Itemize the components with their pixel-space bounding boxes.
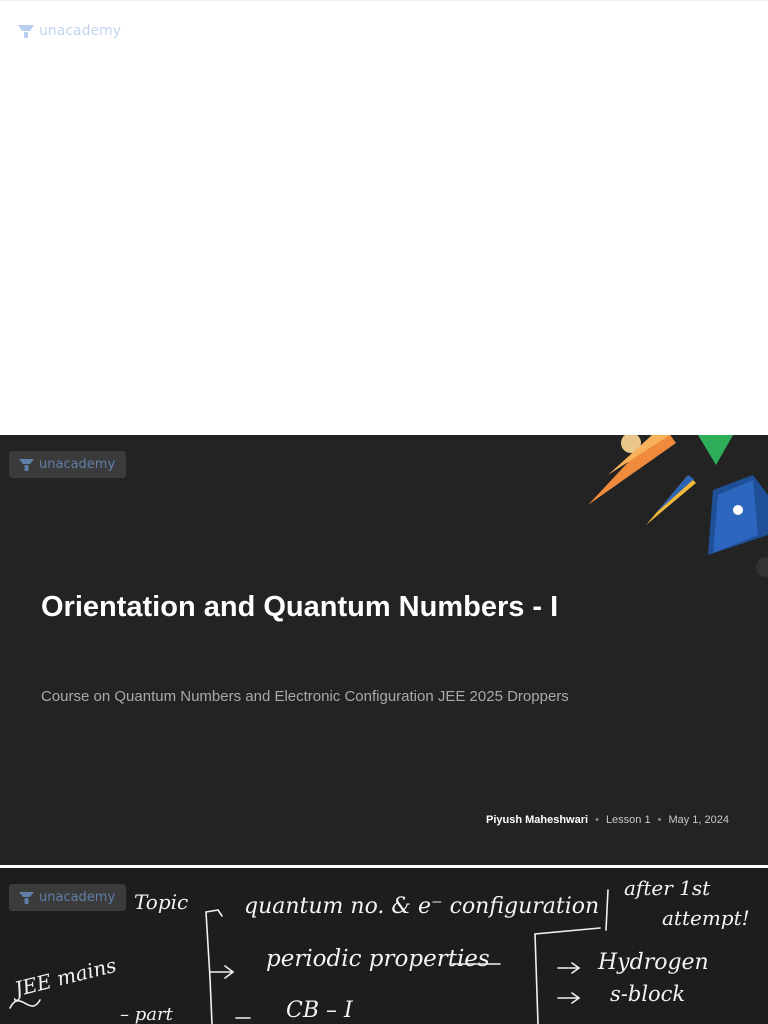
- meta-separator: •: [657, 814, 662, 826]
- slide-title: Orientation and Quantum Numbers - I: [41, 591, 559, 623]
- note-aside-bottom: attempt!: [662, 906, 750, 930]
- note-topic: Topic: [134, 890, 189, 914]
- unacademy-logo-icon: [17, 23, 35, 39]
- brand-badge: [9, 451, 126, 478]
- note-item-2: periodic properties: [266, 946, 490, 972]
- brand-name: unacademy: [39, 890, 116, 905]
- note-left-partial-1: JEE mains: [12, 952, 119, 1002]
- lesson-date: May 1, 2024: [668, 814, 729, 826]
- decorative-stationery-graphic: [568, 435, 768, 585]
- brand-name: unacademy: [39, 457, 116, 472]
- meta-separator: •: [595, 814, 599, 826]
- note-sub-item-2: s-block: [610, 982, 686, 1006]
- slide-blank-page: [0, 0, 768, 436]
- note-aside-top: after 1st: [624, 876, 711, 900]
- slide-subtitle: Course on Quantum Numbers and Electronic Configuration JEE 2025 Droppers: [41, 688, 569, 705]
- notes-slide: [0, 868, 768, 1024]
- note-item-3: CB – I: [286, 998, 353, 1023]
- note-item-1: quantum no. & e⁻ configuration: [244, 894, 600, 919]
- lesson-meta: [486, 814, 729, 826]
- lesson-number: Lesson 1: [605, 814, 651, 826]
- author-name: Piyush Maheshwari: [485, 814, 589, 826]
- unacademy-logo-icon: [18, 457, 35, 472]
- note-left-partial-2: – part: [120, 1004, 173, 1024]
- title-slide: [0, 435, 768, 865]
- brand-name: unacademy: [39, 23, 122, 39]
- note-sub-item-1: Hydrogen: [598, 950, 709, 975]
- brand-logo: [17, 23, 121, 39]
